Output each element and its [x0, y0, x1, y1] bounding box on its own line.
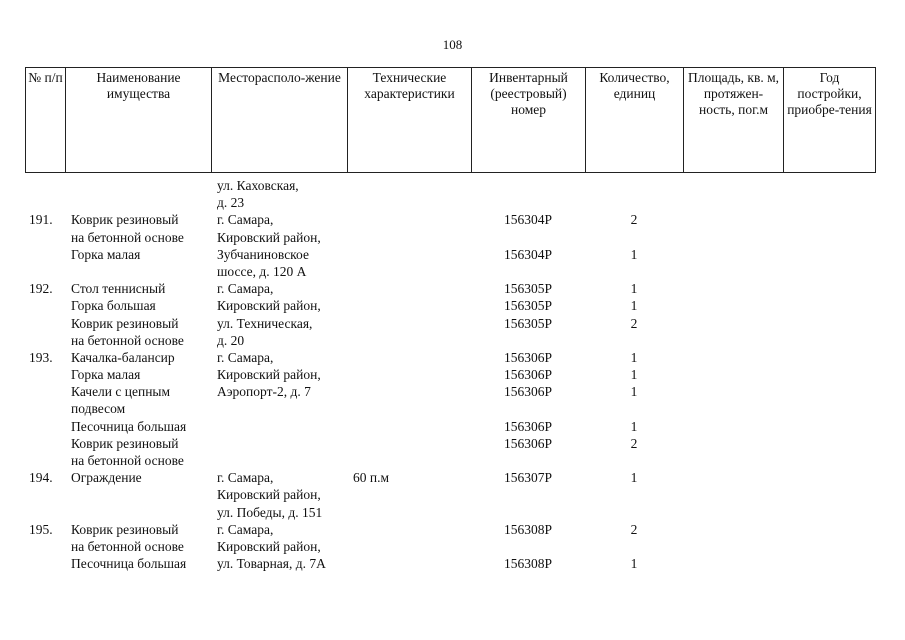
row-number [25, 538, 65, 555]
inventory-number [471, 504, 585, 521]
inventory-number: 156305Р [503, 281, 552, 297]
quantity [585, 400, 683, 417]
header-quantity: Количество, единиц [586, 68, 684, 173]
location: г. Самара, [217, 470, 274, 486]
tech-spec [347, 383, 471, 400]
inventory-number [471, 332, 585, 349]
header-num: № п/п [26, 68, 66, 173]
quantity: 1 [630, 281, 638, 297]
location: Кировский район, [217, 298, 321, 314]
quantity: 1 [630, 556, 638, 572]
location: ул. Техническая, [217, 315, 313, 331]
tech-spec: 60 п.м [353, 470, 390, 486]
header-area: Площадь, кв. м, протяжен-ность, пог.м [684, 68, 784, 173]
property-name [65, 263, 211, 280]
table-row [25, 486, 875, 503]
tech-spec [347, 315, 471, 332]
property-name: Коврик резиновый [71, 212, 179, 228]
property-name: на бетонной основе [71, 332, 184, 348]
row-number [25, 194, 65, 211]
tech-spec [347, 521, 471, 538]
tech-spec [347, 332, 471, 349]
row-number: 191. [29, 212, 53, 228]
location: Кировский район, [217, 229, 321, 245]
header-name: Наименование имущества [66, 68, 212, 173]
location: д. 23 [217, 195, 245, 211]
quantity: 2 [630, 521, 638, 537]
tech-spec [347, 211, 471, 228]
inventory-number: 156306Р [503, 418, 552, 434]
property-name: Коврик резиновый [71, 521, 179, 537]
property-name: на бетонной основе [71, 229, 184, 245]
row-number [25, 366, 65, 383]
header-tech: Технические характеристики [348, 68, 472, 173]
inventory-number: 156306Р [503, 435, 552, 451]
location: г. Самара, [217, 212, 274, 228]
row-number [25, 383, 65, 400]
location: Аэропорт-2, д. 7 [217, 384, 311, 400]
quantity: 1 [630, 349, 638, 365]
quantity [585, 263, 683, 280]
tech-spec [347, 538, 471, 555]
location [211, 418, 347, 435]
inventory-number [471, 263, 585, 280]
table-row [25, 177, 875, 194]
property-name: Горка малая [71, 246, 141, 262]
table-row [25, 452, 875, 469]
row-number [25, 246, 65, 263]
location: ул. Победы, д. 151 [217, 504, 323, 520]
tech-spec [347, 229, 471, 246]
tech-spec [347, 177, 471, 194]
property-name [65, 177, 211, 194]
table-row [25, 418, 875, 435]
table-row [25, 332, 875, 349]
tech-spec [347, 366, 471, 383]
row-number: 193. [29, 349, 53, 365]
quantity: 1 [630, 384, 638, 400]
quantity: 2 [630, 435, 638, 451]
location: г. Самара, [217, 281, 274, 297]
header-year: Год постройки, приобре-тения [784, 68, 876, 173]
quantity [585, 177, 683, 194]
location [211, 435, 347, 452]
property-name [65, 504, 211, 521]
row-number: 195. [29, 521, 53, 537]
location: ул. Каховская, [217, 178, 299, 193]
header-location: Месторасполо-жение [212, 68, 348, 173]
tech-spec [347, 349, 471, 366]
tech-spec [347, 263, 471, 280]
quantity [585, 486, 683, 503]
table-row [25, 383, 875, 400]
tech-spec [347, 435, 471, 452]
row-number: 192. [29, 281, 53, 297]
property-name: Песочница большая [71, 418, 187, 434]
quantity: 1 [630, 418, 638, 434]
table-row [25, 263, 875, 280]
location: г. Самара, [217, 521, 274, 537]
table-body [25, 177, 875, 572]
quantity: 2 [630, 212, 638, 228]
property-name [65, 194, 211, 211]
property-name: Песочница большая [71, 556, 187, 572]
table-row [25, 246, 875, 263]
table-row [25, 435, 875, 452]
tech-spec [347, 400, 471, 417]
row-number [25, 555, 65, 572]
location: ул. Товарная, д. 7А [217, 556, 326, 572]
table-row [25, 555, 875, 572]
property-name: на бетонной основе [71, 538, 184, 554]
row-number [25, 229, 65, 246]
row-number [25, 263, 65, 280]
location: д. 20 [217, 332, 245, 348]
quantity [585, 504, 683, 521]
table-row [25, 211, 875, 228]
inventory-number: 156304Р [503, 212, 552, 228]
quantity: 1 [630, 470, 638, 486]
header-inventory: Инвентарный (реестровый) номер [472, 68, 586, 173]
inventory-number [471, 229, 585, 246]
table-row [25, 521, 875, 538]
inventory-number [471, 486, 585, 503]
inventory-number: 156306Р [503, 367, 552, 383]
location [211, 452, 347, 469]
table-row [25, 400, 875, 417]
table-row [25, 504, 875, 521]
table-header [25, 67, 876, 173]
row-number [25, 332, 65, 349]
property-name: Качалка-балансир [71, 349, 175, 365]
page-number: 108 [442, 37, 463, 52]
inventory-number: 156305Р [503, 315, 552, 331]
property-name: на бетонной основе [71, 453, 184, 468]
inventory-number: 156307Р [503, 470, 552, 486]
table-row [25, 297, 875, 314]
property-name: подвесом [71, 401, 126, 417]
table-row [25, 366, 875, 383]
table-row [25, 349, 875, 366]
tech-spec [347, 452, 471, 469]
inventory-number: 156308Р [503, 521, 552, 537]
inventory-number [471, 538, 585, 555]
inventory-number: 156304Р [503, 246, 552, 262]
location: г. Самара, [217, 349, 274, 365]
row-number [25, 504, 65, 521]
tech-spec [347, 486, 471, 503]
quantity [585, 229, 683, 246]
location: Кировский район, [217, 367, 321, 383]
quantity [585, 538, 683, 555]
table-row [25, 538, 875, 555]
row-number [25, 315, 65, 332]
tech-spec [347, 418, 471, 435]
property-name: Коврик резиновый [71, 315, 179, 331]
location: Зубчаниновское [217, 246, 309, 262]
inventory-number: 156306Р [503, 384, 552, 400]
tech-spec [347, 246, 471, 263]
quantity [585, 194, 683, 211]
location: Кировский район, [217, 538, 321, 554]
inventory-number [471, 452, 585, 469]
inventory-number: 156306Р [503, 349, 552, 365]
table-row [25, 469, 875, 486]
quantity [585, 332, 683, 349]
property-name [65, 486, 211, 503]
table-row [25, 229, 875, 246]
location [211, 400, 347, 417]
quantity: 2 [630, 315, 638, 331]
location: шоссе, д. 120 А [217, 263, 307, 279]
tech-spec [347, 194, 471, 211]
row-number [25, 418, 65, 435]
property-name: Стол теннисный [71, 281, 166, 297]
inventory-number [471, 177, 585, 194]
tech-spec [347, 280, 471, 297]
row-number [25, 486, 65, 503]
table-row [25, 315, 875, 332]
quantity: 1 [630, 246, 638, 262]
property-name: Горка большая [71, 298, 156, 314]
property-name: Коврик резиновый [71, 435, 179, 451]
inventory-number [471, 194, 585, 211]
row-number [25, 400, 65, 417]
row-number [25, 452, 65, 469]
row-number [25, 177, 65, 194]
inventory-number: 156308Р [503, 556, 552, 572]
row-number: 194. [29, 470, 53, 486]
location: Кировский район, [217, 487, 321, 503]
quantity: 1 [630, 298, 638, 314]
tech-spec [347, 504, 471, 521]
quantity [585, 452, 683, 469]
property-name: Горка малая [71, 367, 141, 383]
row-number [25, 297, 65, 314]
quantity: 1 [630, 367, 638, 383]
inventory-number [471, 400, 585, 417]
table-row [25, 280, 875, 297]
property-name: Качели с цепным [71, 384, 171, 400]
tech-spec [347, 555, 471, 572]
table-row [25, 194, 875, 211]
inventory-number: 156305Р [503, 298, 552, 314]
tech-spec [347, 297, 471, 314]
row-number [25, 435, 65, 452]
property-name: Ограждение [71, 470, 142, 486]
